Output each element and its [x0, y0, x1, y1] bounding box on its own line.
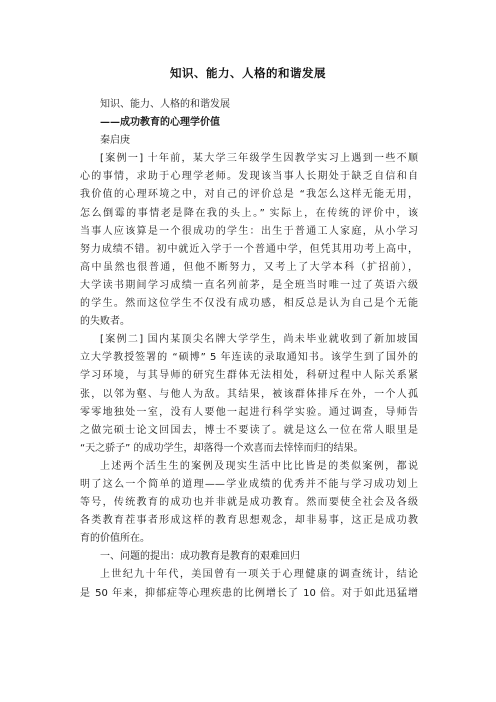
paragraph-line: 张，以邻为壑、与他人为敌。其结果，被该群体排斥在外，一个人孤 [80, 388, 418, 400]
document-title: 知识、能力、人格的和谐发展 [170, 66, 326, 80]
paragraph-line: 各类教育茬事者形成这样的教育思想观念，却非易事，这正是成功教 [80, 515, 418, 527]
paragraph-line: 明了这么一个简单的道理——学业成绩的优秀并不能与学习成功划上 [80, 478, 418, 490]
paragraph-line: 的失败者。 [80, 316, 130, 328]
paragraph-line: 大学读书期间学习成绩一直名列前茅，是全班当时唯一过了英语六级 [80, 279, 418, 291]
paragraph-line: 立大学教授签署的 “硕博” 5 年连读的录取通知书。该学生到了国外的 [80, 352, 418, 364]
paragraph-line: 我价值的心理环境之中，对自己的评价总是 “我怎么这样无能无用， [80, 189, 418, 201]
paragraph-line: 上世纪九十年代，美国曾有一项关于心理健康的调查统计，结论 [100, 569, 418, 581]
document-body [80, 96, 418, 603]
paragraph-line: 零零地独处一室，没有人要他一起进行科学实验。通过调查，导师告 [80, 406, 418, 418]
paragraph-line: 等号，传统教育的成功也并非就是成功教育。然而要使全社会及各级 [80, 497, 418, 509]
subtitle-line: 知识、能力、人格的和谐发展 [100, 99, 230, 110]
paragraph-line: 学习环境，与其导师的研究生群体无法相处，科研过程中人际关系紧 [80, 370, 418, 382]
subtitle-dash-line: ——成功教育的心理学价值 [100, 117, 220, 129]
section-heading: 一、问题的提出：成功教育是教育的艰难回归 [100, 551, 300, 563]
paragraph-line: 当事人应该算是一个很成功的学生：出生于普通工人家庭，从小学习 [80, 225, 418, 237]
paragraph-line: 的学生。然而这位学生不仅没有成功感，相反总是认为自己是个无能 [80, 298, 418, 310]
paragraph-line: “天之骄子” 的成功学生，却落得一个欢喜而去悻悻而归的结果。 [80, 442, 364, 454]
paragraph-line: [案例一] 十年前，某大学三年级学生因教学实习上遇到一些不顺 [100, 153, 418, 165]
paragraph-line: [案例二] 国内某顶尖名牌大学学生，尚未毕业就收到了新加坡国 [100, 334, 418, 346]
paragraph-line: 努力成绩不错。初中就近入学于一个普通中学，但凭其用功考上高中， [80, 243, 418, 255]
paragraph-line: 心的事情，求助于心理学老师。发现该当事人长期处于缺乏自信和自 [80, 171, 418, 183]
author-line: 秦启庚 [100, 135, 130, 147]
paragraph-line: 之做完硕士论文回国去，博士不要读了。就是这么一位在常人眼里是 [80, 424, 418, 436]
paragraph-line: 怎么倒霉的事情老是降在我的头上。” 实际上，在传统的评价中，该 [80, 207, 418, 219]
paragraph-line: 是 50 年来，抑郁症等心理疾患的比例增长了 10 倍。对于如此迅猛增 [80, 587, 418, 599]
paragraph-line: 上述两个活生生的案例及现实生活中比比皆是的类似案例，都说 [100, 460, 418, 472]
paragraph-line: 高中虽然也很普通，但他不断努力，又考上了大学本科（扩招前）， [80, 261, 418, 273]
paragraph-line: 育的价值所在。 [80, 533, 150, 545]
